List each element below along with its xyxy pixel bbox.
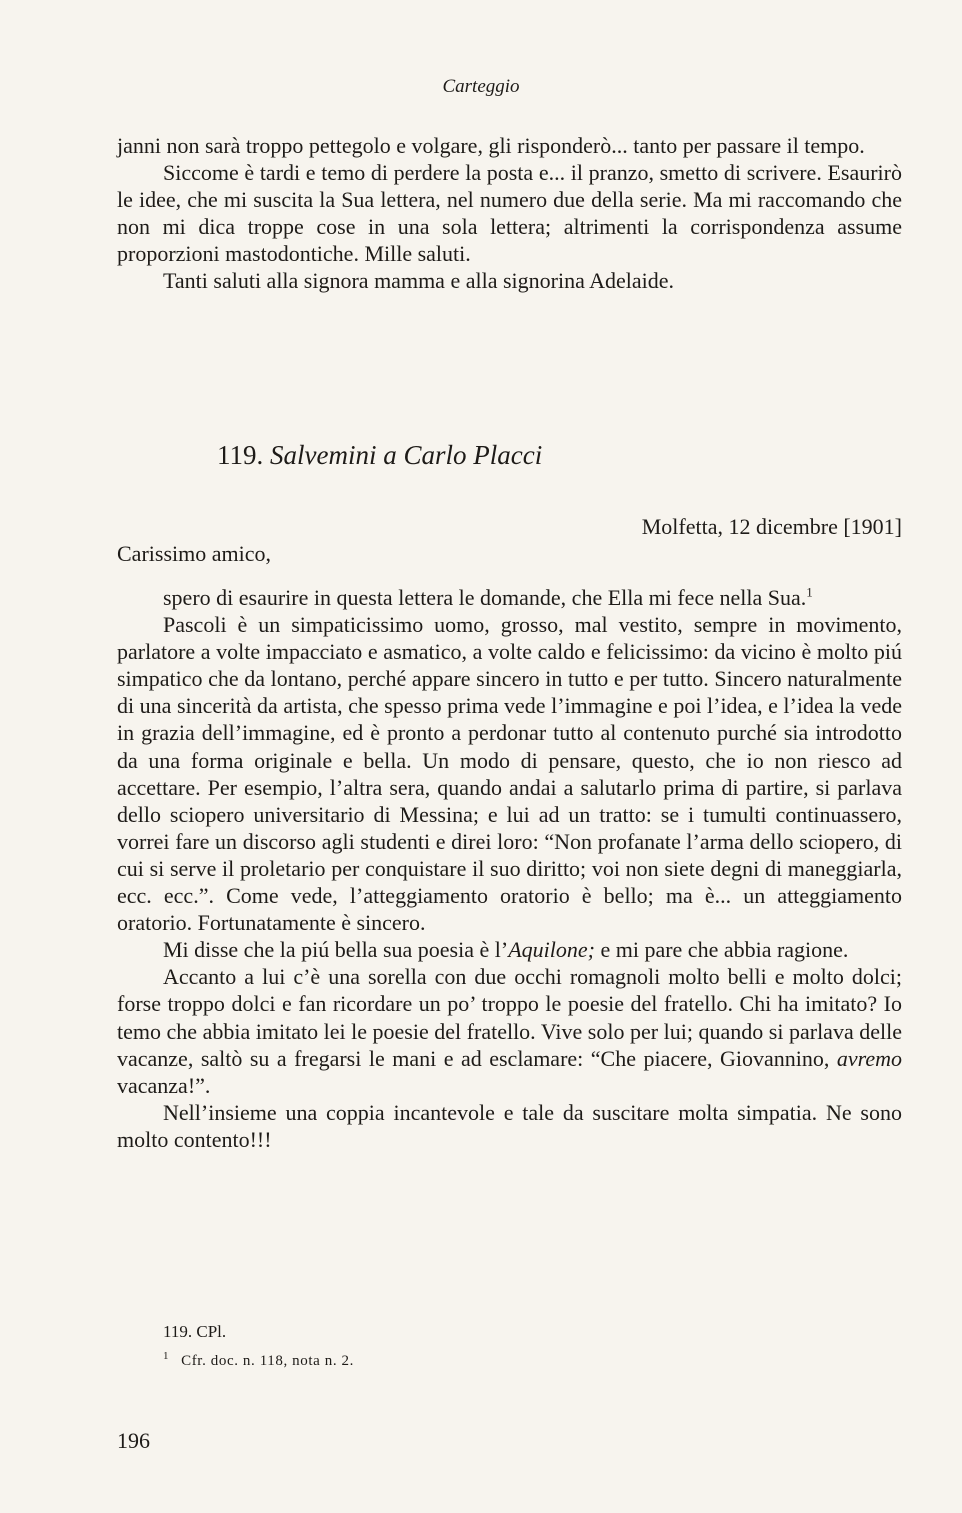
paragraph-text: Accanto a lui c’è una sorella con due occhi romagnoli molto belli e molto dolci; forse troppo dolci e fan ricordare un po’ troppo le poesie del fratello. Chi ha imitato? Io temo che abbia imitato lei le poesie del fratello. Vive solo per lui; quando si parlava delle vacanze, saltò su a fregarsi le mani e ad esclamare: “Che piacere, Giovannino, bbox=[117, 964, 902, 1071]
letter-body bbox=[117, 584, 902, 1153]
salutation: Carissimo amico, bbox=[117, 541, 271, 566]
paragraph bbox=[117, 584, 902, 611]
letter-heading bbox=[217, 440, 542, 471]
paragraph bbox=[117, 936, 902, 963]
paragraph: Nell’insieme una coppia incantevole e tale da suscitare molta simpatia. Ne sono molto contento!!! bbox=[117, 1099, 902, 1152]
paragraph: Siccome è tardi e temo di perdere la posta e... il pranzo, smetto di scrivere. Esaurirò le idee, che mi suscita la Sua lettera, nel numero due della serie. Ma mi raccomando che non mi dica troppe cose in una sola lettera; altrimenti la corrispondenza assume proporzioni mastodontiche. Mille saluti. bbox=[117, 160, 902, 267]
paragraph: Tanti saluti alla signora mamma e alla signorina Adelaide. bbox=[163, 268, 675, 294]
letter-number: 119. bbox=[217, 440, 264, 470]
dateline: Molfetta, 12 dicembre [1901] bbox=[641, 514, 902, 539]
footnote-text: Cfr. doc. n. 118, nota n. 2. bbox=[181, 1353, 355, 1369]
footnote-reference: 1 bbox=[806, 584, 813, 600]
paragraph-text: e mi pare che abbia ragione. bbox=[594, 937, 849, 963]
source-note: 119. CPl. bbox=[163, 1322, 227, 1341]
paragraph: janni non sarà troppo pettegolo e volgare, gli risponderò... tanto per passare il tempo. bbox=[117, 133, 865, 158]
footnote bbox=[163, 1350, 354, 1370]
paragraph-text: vacanza!”. bbox=[117, 1072, 211, 1098]
page-number: 196 bbox=[117, 1428, 150, 1453]
paragraph bbox=[117, 963, 902, 1098]
letter-title: Salvemini a Carlo Placci bbox=[270, 440, 543, 470]
footnote-mark: 1 bbox=[163, 1350, 170, 1362]
notes bbox=[163, 1322, 354, 1370]
paragraph: Pascoli è un simpaticissimo uomo, grosso, mal vestito, sempre in movimento, parlatore a volte impacciato e asmatico, a volte caldo e felicissimo: da vicino è molto piú simpatico che da lontano, perché appare sincero in tutto e per tutto. Sincero naturalmente di una sincerità da artista, che spesso prima vede l’immagine e poi l’idea, e l’idea la vede in grazia dell’immagine, ed è pronto a perdonar tutto al contenuto purché sia introdotto da una forma originale e bella. Un modo di pensare, questo, che io non riesco ad accettare. Per esempio, l’altra sera, quando andai a salutarlo prima di partire, si parlava dello sciopero universitario di Messina; e lui ad un tratto: se i tumulti continuassero, vorrei fare un discorso agli studenti e direi loro: “Non profanate l’arma dello sciopero, di cui si serve il proletario per conquistare il suo diritto; voi non siete degni di maneggiarla, ecc. ecc.”. Come vede, l’atteggiamento oratorio è bello; ma è... un atteggiamento oratorio. Fortunatamente è sincero. bbox=[117, 612, 902, 936]
running-head: Carteggio bbox=[442, 76, 520, 97]
previous-letter-ending bbox=[117, 132, 902, 295]
paragraph-text: spero di esaurire in questa lettera le domande, che Ella mi fece nella Sua. bbox=[163, 585, 807, 610]
emphasized-word: avremo bbox=[836, 1045, 902, 1071]
poem-title: Aquilone; bbox=[508, 937, 595, 963]
paragraph-text: Mi disse che la piú bella sua poesia è l’ bbox=[163, 937, 509, 963]
